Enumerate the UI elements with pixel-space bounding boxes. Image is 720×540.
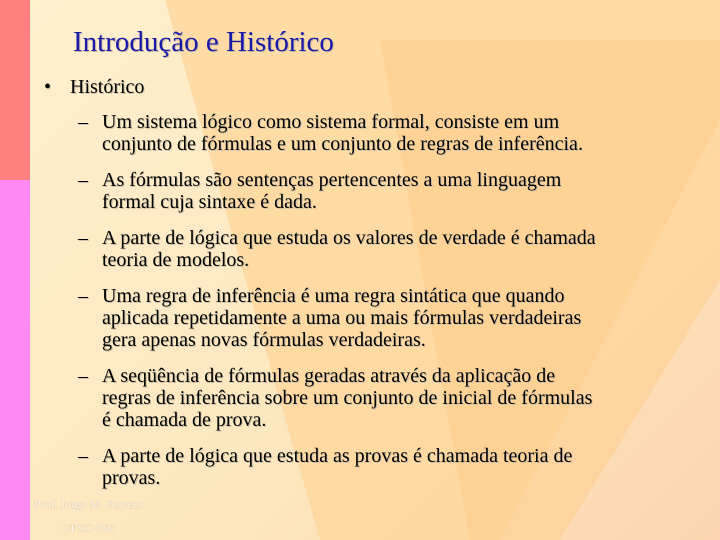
list-item-line: Um sistema lógico como sistema formal, consiste em um xyxy=(102,111,560,133)
list-item-line: regras de inferência sobre um conjunto de inicial de fórmulas xyxy=(102,387,593,409)
bullet-marker: • xyxy=(44,76,52,98)
list-item-line: A seqüência de fórmulas geradas através da aplicação de xyxy=(102,365,556,387)
list-item-line: formal cuja sintaxe é dada. xyxy=(102,191,317,213)
list-item xyxy=(78,365,708,431)
dash-marker: – xyxy=(78,227,88,249)
list-item-line: teoria de modelos. xyxy=(102,249,250,271)
slide-title: Introdução e Histórico xyxy=(73,26,334,58)
bullet-historico xyxy=(44,76,144,99)
list-item-line: Uma regra de inferência é uma regra sintática que quando xyxy=(102,285,565,307)
list-item-line: gera apenas novas fórmulas verdadeiras. xyxy=(102,329,426,351)
dash-marker: – xyxy=(78,111,88,133)
list-item xyxy=(78,227,708,271)
footer-institution: UFSC-INE xyxy=(62,521,117,535)
list-item-line: A parte de lógica que estuda os valores de verdade é chamada xyxy=(102,227,596,249)
list-item-line: aplicada repetidamente a uma ou mais fórmulas verdadeiras xyxy=(102,307,582,329)
list-item-line: As fórmulas são sentenças pertencentes a uma linguagem xyxy=(102,169,562,191)
list-item-line: conjunto de fórmulas e um conjunto de regras de inferência. xyxy=(102,133,583,155)
dash-marker: – xyxy=(78,285,88,307)
list-item xyxy=(78,285,708,351)
list-item xyxy=(78,111,708,155)
bullet-label: Histórico xyxy=(70,76,145,98)
dash-marker: – xyxy=(78,445,88,467)
list-item-line: é chamada de prova. xyxy=(102,409,267,431)
dash-marker: – xyxy=(78,365,88,387)
dash-marker: – xyxy=(78,169,88,191)
list-item xyxy=(78,169,708,213)
footer-author: Prof. Jorge M. Barreto xyxy=(34,497,143,511)
list-item xyxy=(78,445,708,489)
list-item-line: provas. xyxy=(102,467,161,489)
list-item-line: A parte de lógica que estuda as provas é chamada teoria de xyxy=(102,445,573,467)
